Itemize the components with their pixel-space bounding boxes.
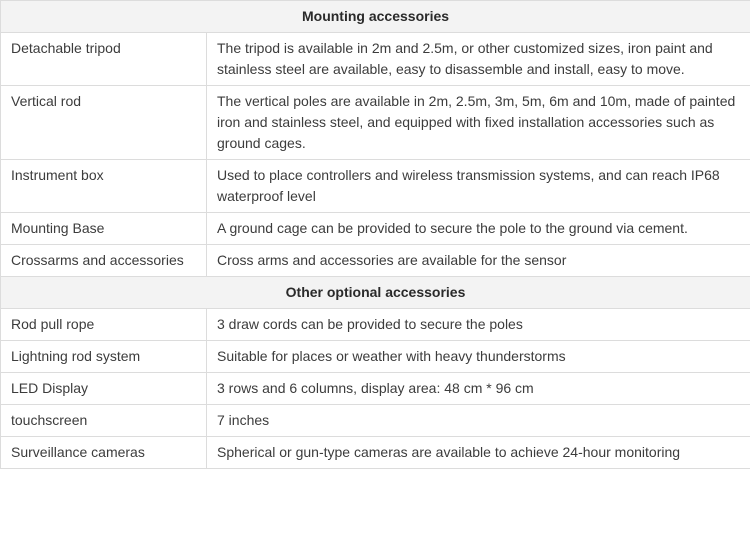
accessory-description: The tripod is available in 2m and 2.5m, or other customized sizes, iron paint and stainless steel are available, easy to disassemble and install, easy to move. [207, 33, 750, 86]
section-header-row [1, 277, 750, 309]
accessory-description: Spherical or gun-type cameras are available to achieve 24-hour monitoring [207, 437, 750, 469]
table-row [1, 160, 750, 213]
accessory-description: Cross arms and accessories are available for the sensor [207, 245, 750, 277]
accessory-description: A ground cage can be provided to secure the pole to the ground via cement. [207, 213, 750, 245]
accessory-description: Suitable for places or weather with heavy thunderstorms [207, 341, 750, 373]
section-header-row [1, 1, 750, 33]
accessory-name: LED Display [1, 373, 207, 405]
table-row [1, 309, 750, 341]
accessory-name: Rod pull rope [1, 309, 207, 341]
accessory-description: 3 draw cords can be provided to secure the poles [207, 309, 750, 341]
accessory-name: Detachable tripod [1, 33, 207, 86]
section-title: Other optional accessories [1, 277, 750, 309]
accessory-name: Surveillance cameras [1, 437, 207, 469]
accessory-description: Used to place controllers and wireless transmission systems, and can reach IP68 waterproof level [207, 160, 750, 213]
accessory-name: touchscreen [1, 405, 207, 437]
accessory-description: The vertical poles are available in 2m, 2.5m, 3m, 5m, 6m and 10m, made of painted iron and stainless steel, and equipped with fixed installation accessories such as ground cages. [207, 86, 750, 160]
section-title: Mounting accessories [1, 1, 750, 33]
table-row [1, 86, 750, 160]
accessory-name: Vertical rod [1, 86, 207, 160]
accessory-name: Mounting Base [1, 213, 207, 245]
accessory-description: 3 rows and 6 columns, display area: 48 cm * 96 cm [207, 373, 750, 405]
table-row [1, 341, 750, 373]
accessory-name: Instrument box [1, 160, 207, 213]
table-row [1, 437, 750, 469]
table-row [1, 245, 750, 277]
accessory-description: 7 inches [207, 405, 750, 437]
table-row [1, 33, 750, 86]
table-row [1, 405, 750, 437]
table-row [1, 213, 750, 245]
accessory-name: Crossarms and accessories [1, 245, 207, 277]
accessory-name: Lightning rod system [1, 341, 207, 373]
table-row [1, 373, 750, 405]
